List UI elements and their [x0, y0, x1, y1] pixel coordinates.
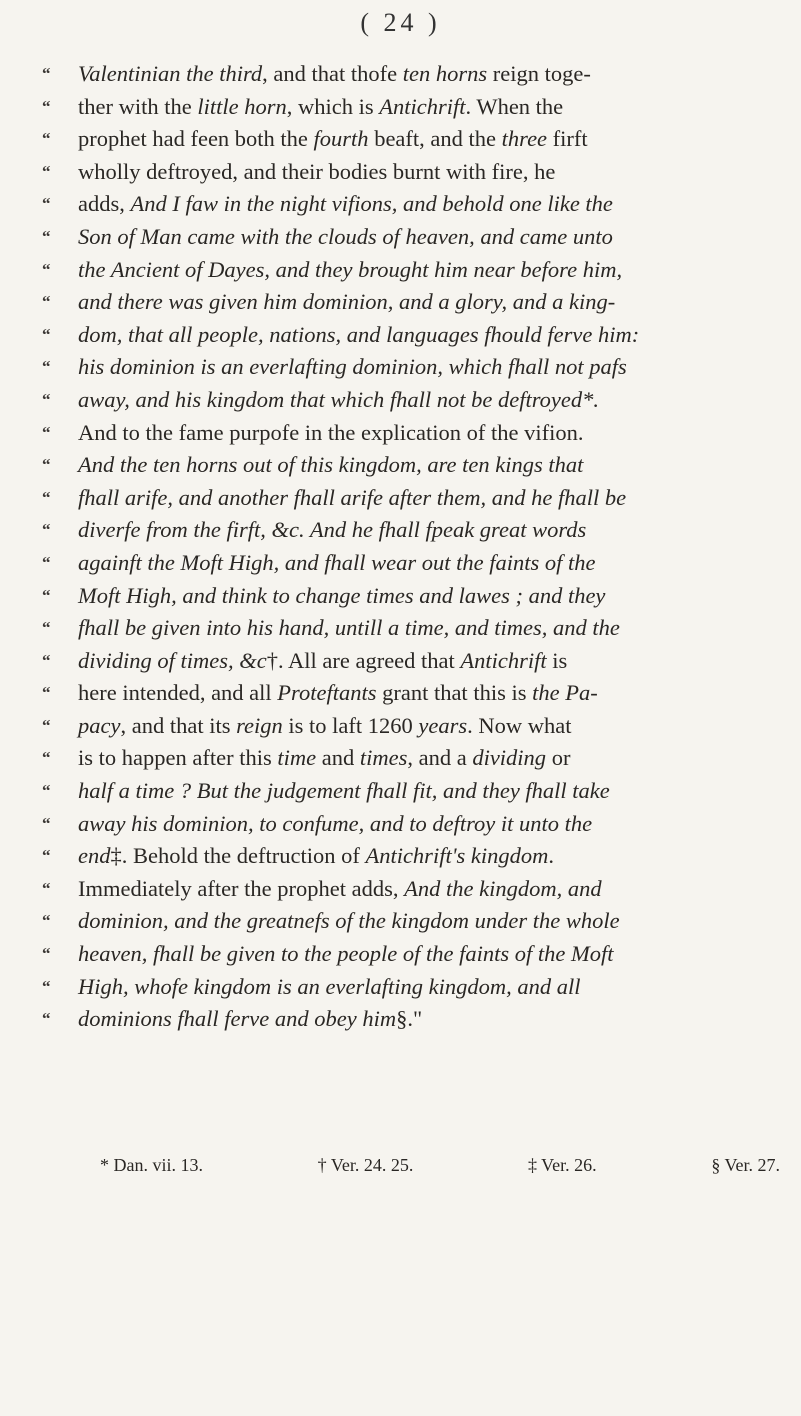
roman-text: , which is [286, 93, 380, 119]
italic-text: the Ancient of Dayes, and they brought him near before him, [78, 256, 623, 282]
italic-text: time [277, 745, 317, 771]
quote-mark-icon: “ [42, 683, 51, 703]
roman-text: prophet had feen both the [78, 126, 314, 152]
text-line [42, 449, 778, 482]
text-line [42, 514, 778, 547]
text-line [42, 775, 778, 808]
italic-text: Antichrift's kingdom [365, 843, 549, 869]
text-line [42, 742, 778, 775]
roman-text: wholly deftroyed, and their bodies burnt with fire, he [78, 158, 556, 184]
text-line [42, 286, 778, 319]
roman-text: adds, [78, 191, 131, 217]
italic-text: heaven, fhall be given to the people of the faints of the Moft [78, 941, 614, 967]
text-line [42, 971, 778, 1004]
italic-text: Son of Man came with the clouds of heaven, and came unto [78, 223, 613, 249]
roman-text: reign toge- [487, 61, 591, 86]
italic-text: pacy [78, 712, 121, 738]
text-line [42, 710, 778, 743]
quote-mark-icon: “ [42, 226, 51, 246]
text-line [42, 351, 778, 384]
text-line [42, 254, 778, 287]
roman-text: †. All are agreed that [266, 647, 461, 673]
italic-text: Antichrift [460, 647, 547, 673]
italic-text: times [359, 745, 408, 771]
quote-mark-icon: “ [42, 650, 51, 670]
footnote: ‡ Ver. 26. [527, 1155, 597, 1175]
italic-text: Valentinian the third [78, 61, 263, 86]
quote-mark-icon: “ [42, 455, 51, 475]
italic-text: years [418, 712, 468, 738]
roman-text: here intended, and all [78, 680, 278, 706]
italic-text: fourth [313, 126, 369, 152]
italic-text: his dominion is an everlafting dominion, which fhall not pafs [78, 354, 627, 380]
roman-text: , and a [407, 745, 473, 771]
italic-text: half a time ? But the judgement fhall fit, and they fhall take [78, 778, 610, 804]
text-line [42, 840, 778, 873]
quote-mark-icon: “ [42, 520, 51, 540]
quote-mark-icon: “ [42, 715, 51, 735]
italic-text: And the kingdom, and [404, 875, 602, 901]
quote-mark-icon: “ [42, 748, 51, 768]
italic-text: Antichrift [379, 93, 466, 119]
quote-mark-icon: “ [42, 324, 51, 344]
text-line [42, 677, 778, 710]
roman-text: beaft, and the [368, 126, 502, 152]
quote-mark-icon: “ [42, 944, 51, 964]
roman-text: , and that its [120, 712, 237, 738]
quote-mark-icon: “ [42, 552, 51, 572]
italic-text: dividing of times, &c [78, 647, 267, 673]
quote-mark-icon: “ [42, 96, 51, 116]
roman-text: , and that thofe [262, 61, 403, 86]
roman-text: . When the [465, 93, 564, 119]
text-line [42, 808, 778, 841]
italic-text: three [501, 126, 548, 152]
text-line [42, 156, 778, 189]
italic-text: reign [236, 712, 283, 738]
page-number: ( 24 ) [360, 8, 441, 37]
text-line [42, 482, 778, 515]
text-line [42, 905, 778, 938]
quote-mark-icon: “ [42, 389, 51, 409]
italic-text: And the ten horns out of this kingdom, are ten kings that [78, 452, 584, 478]
text-line [42, 123, 778, 156]
roman-text: Immediately after the prophet adds, [78, 875, 405, 901]
italic-text: away, and his kingdom that which fhall not be deftroyed*. [78, 386, 599, 412]
roman-text: . [548, 843, 555, 869]
footnotes [100, 1155, 780, 1176]
text-line [42, 547, 778, 580]
quote-mark-icon: “ [42, 585, 51, 605]
footnote: † Ver. 24. 25. [317, 1155, 414, 1175]
quote-mark-icon: “ [42, 259, 51, 279]
text-line [42, 873, 778, 906]
italic-text: fhall arife, and another fhall arife after them, and he fhall be [78, 484, 627, 510]
roman-text: ther with the [78, 93, 198, 119]
quote-mark-icon: “ [42, 878, 51, 898]
italic-text: Proteftants [277, 680, 377, 706]
roman-text: §." [396, 1006, 423, 1032]
quote-mark-icon: “ [42, 161, 51, 181]
roman-text: and [316, 745, 360, 771]
roman-text: grant that this is [376, 680, 533, 706]
italic-text: the Pa- [532, 680, 598, 706]
text-line [42, 91, 778, 124]
quote-mark-icon: “ [42, 129, 51, 149]
quote-mark-icon: “ [42, 911, 51, 931]
roman-text: firft [547, 126, 588, 152]
roman-text: is to laft 1260 [282, 712, 419, 738]
quote-mark-icon: “ [42, 618, 51, 638]
text-line [42, 938, 778, 971]
text-line [42, 58, 778, 91]
italic-text: High, whofe kingdom is an everlafting kingdom, and all [78, 973, 581, 999]
italic-text: little horn [197, 93, 287, 119]
roman-text: ‡. Behold the deftruction of [110, 843, 366, 869]
quote-mark-icon: “ [42, 1009, 51, 1029]
quote-mark-icon: “ [42, 487, 51, 507]
quote-mark-icon: “ [42, 292, 51, 312]
text-line [42, 580, 778, 613]
quote-mark-icon: “ [42, 846, 51, 866]
footnote: § Ver. 27. [711, 1155, 780, 1175]
text-line [42, 1003, 778, 1036]
italic-text: againft the Moft High, and fhall wear out the faints of the [78, 549, 596, 575]
text-line [42, 645, 778, 678]
quote-mark-icon: “ [42, 976, 51, 996]
italic-text: dominion, and the greatnefs of the kingdom under the whole [78, 908, 620, 934]
quote-mark-icon: “ [42, 422, 51, 442]
quote-mark-icon: “ [42, 357, 51, 377]
roman-text: . Now what [467, 712, 572, 738]
italic-text: away his dominion, to confume, and to deftroy it unto the [78, 810, 593, 836]
text-line [42, 612, 778, 645]
text-line [42, 384, 778, 417]
italic-text: dividing [472, 745, 547, 771]
quote-mark-icon: “ [42, 781, 51, 801]
quote-mark-icon: “ [42, 194, 51, 214]
quote-mark-icon: “ [42, 813, 51, 833]
text-line [42, 188, 778, 221]
quote-mark-icon: “ [42, 64, 51, 83]
italic-text: ten horns [402, 61, 488, 86]
text-line [42, 221, 778, 254]
italic-text: And I faw in the night vifions, and behold one like the [130, 191, 613, 217]
italic-text: dom, that all people, nations, and languages fhould ferve him: [78, 321, 640, 347]
roman-text: is [546, 647, 568, 673]
text-line [42, 319, 778, 352]
roman-text: is to happen after this [78, 745, 278, 771]
roman-text: or [546, 745, 571, 771]
roman-text: And to the fame purpofe in the explication of the vifion. [78, 419, 584, 445]
footnote: * Dan. vii. 13. [100, 1155, 203, 1175]
body-text [42, 58, 778, 1036]
italic-text: Moft High, and think to change times and lawes ; and they [78, 582, 606, 608]
italic-text: and there was given him dominion, and a glory, and a king- [78, 289, 616, 315]
italic-text: dominions fhall ferve and obey him [78, 1006, 397, 1032]
italic-text: end [78, 843, 111, 869]
italic-text: fhall be given into his hand, untill a time, and times, and the [78, 615, 620, 641]
italic-text: diverfe from the firft, &c. And he fhall fpeak great words [78, 517, 587, 543]
text-line [42, 417, 778, 450]
